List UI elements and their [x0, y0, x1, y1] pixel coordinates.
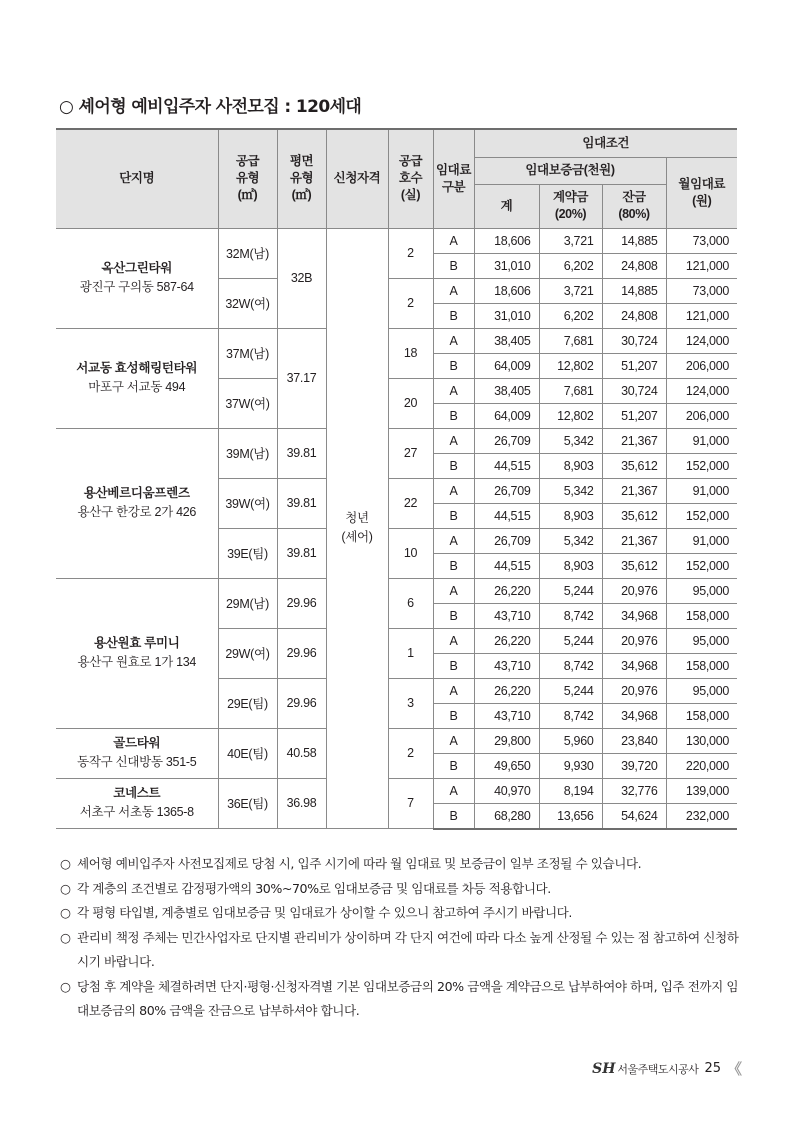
- rent-division-cell: A: [433, 228, 474, 253]
- room-count-cell: 27: [388, 428, 433, 478]
- contract-cell: 12,802: [539, 353, 602, 378]
- rent-division-cell: B: [433, 653, 474, 678]
- balance-cell: 35,612: [602, 503, 666, 528]
- deposit-total-cell: 26,709: [474, 428, 539, 453]
- pyeong-cell: 39.81: [277, 478, 326, 528]
- note-text: 관리비 책정 주체는 민간사업자로 단지별 관리비가 상이하며 각 단지 여건에 따라 다소 높게 산정될 수 있는 점 참고하여 신청하시기 바랍니다.: [77, 929, 739, 969]
- notes-list: [60, 852, 740, 1024]
- pyeong-cell: 39.81: [277, 528, 326, 578]
- monthly-rent-cell: 91,000: [666, 528, 737, 553]
- deposit-total-cell: 29,800: [474, 728, 539, 753]
- monthly-rent-cell: 95,000: [666, 578, 737, 603]
- rent-division-cell: B: [433, 303, 474, 328]
- rent-division-cell: B: [433, 553, 474, 578]
- rent-division-cell: B: [433, 803, 474, 829]
- contract-cell: 12,802: [539, 403, 602, 428]
- supply-type-cell: 37W(여): [218, 378, 277, 428]
- deposit-total-cell: 44,515: [474, 553, 539, 578]
- balance-cell: 20,976: [602, 628, 666, 653]
- complex-cell: 용산원효 루미니 용산구 원효로 1가 134: [56, 578, 218, 728]
- monthly-rent-cell: 73,000: [666, 228, 737, 253]
- supply-type-cell: 29W(여): [218, 628, 277, 678]
- header-rent-conditions: 임대조건: [474, 129, 737, 157]
- note-item: [60, 877, 740, 902]
- balance-cell: 14,885: [602, 278, 666, 303]
- circle-bullet-icon: ○: [60, 929, 71, 945]
- balance-cell: 39,720: [602, 753, 666, 778]
- contract-cell: 8,194: [539, 778, 602, 803]
- pyeong-cell: 29.96: [277, 678, 326, 728]
- complex-cell: 코네스트 서초구 서초동 1365-8: [56, 778, 218, 829]
- room-count-cell: 1: [388, 628, 433, 678]
- balance-cell: 35,612: [602, 453, 666, 478]
- contract-cell: 8,742: [539, 653, 602, 678]
- monthly-rent-cell: 152,000: [666, 503, 737, 528]
- note-text: 각 계층의 조건별로 감정평가액의 30%~70%로 임대보증금 및 임대료를 차등 적용합니다.: [77, 880, 551, 896]
- table-row: [56, 228, 737, 253]
- balance-cell: 21,367: [602, 428, 666, 453]
- header-supply-type: 공급 유형 (㎡): [218, 129, 277, 228]
- rent-division-cell: B: [433, 603, 474, 628]
- rent-division-cell: A: [433, 778, 474, 803]
- contract-cell: 7,681: [539, 378, 602, 403]
- monthly-rent-cell: 95,000: [666, 628, 737, 653]
- note-item: [60, 901, 740, 926]
- table-row: [56, 778, 737, 803]
- header-monthly-rent: 월임대료 (원): [666, 157, 737, 228]
- header-qualification: 신청자격: [326, 129, 388, 228]
- deposit-total-cell: 26,220: [474, 578, 539, 603]
- header-contract: 계약금 (20%): [539, 184, 602, 228]
- deposit-total-cell: 26,709: [474, 528, 539, 553]
- contract-cell: 13,656: [539, 803, 602, 829]
- section-title: ○ 셰어형 예비입주자 사전모집 : 120세대: [59, 97, 362, 117]
- rent-division-cell: A: [433, 328, 474, 353]
- balance-cell: 34,968: [602, 653, 666, 678]
- contract-cell: 8,903: [539, 553, 602, 578]
- note-item: [60, 852, 740, 877]
- table-row: [56, 428, 737, 453]
- deposit-total-cell: 40,970: [474, 778, 539, 803]
- note-item: [60, 975, 740, 1024]
- balance-cell: 34,968: [602, 603, 666, 628]
- circle-bullet-icon: ○: [60, 978, 71, 994]
- balance-cell: 30,724: [602, 378, 666, 403]
- monthly-rent-cell: 124,000: [666, 378, 737, 403]
- supply-type-cell: 39M(남): [218, 428, 277, 478]
- deposit-total-cell: 43,710: [474, 703, 539, 728]
- room-count-cell: 2: [388, 728, 433, 778]
- note-text: 각 평형 타입별, 계층별로 임대보증금 및 임대료가 상이할 수 있으니 참고하여 주시기 바랍니다.: [77, 905, 572, 920]
- deposit-total-cell: 31,010: [474, 253, 539, 278]
- deposit-total-cell: 64,009: [474, 353, 539, 378]
- balance-cell: 54,624: [602, 803, 666, 829]
- rent-division-cell: A: [433, 578, 474, 603]
- rent-division-cell: A: [433, 628, 474, 653]
- page-footer: [592, 1058, 738, 1079]
- supply-type-cell: 29M(남): [218, 578, 277, 628]
- pyeong-cell: 37.17: [277, 328, 326, 428]
- complex-cell: 골드타워 동작구 신대방동 351-5: [56, 728, 218, 778]
- contract-cell: 7,681: [539, 328, 602, 353]
- rent-division-cell: A: [433, 278, 474, 303]
- contract-cell: 8,742: [539, 703, 602, 728]
- contract-cell: 5,244: [539, 678, 602, 703]
- pyeong-cell: 32B: [277, 228, 326, 328]
- monthly-rent-cell: 152,000: [666, 453, 737, 478]
- room-count-cell: 6: [388, 578, 433, 628]
- supply-type-cell: 32W(여): [218, 278, 277, 328]
- note-text: 셰어형 예비입주자 사전모집제로 당첨 시, 입주 시기에 따라 월 임대료 및 보증금이 일부 조정될 수 있습니다.: [77, 856, 642, 871]
- deposit-total-cell: 26,220: [474, 628, 539, 653]
- rent-division-cell: B: [433, 753, 474, 778]
- balance-cell: 30,724: [602, 328, 666, 353]
- deposit-total-cell: 68,280: [474, 803, 539, 829]
- rent-division-cell: A: [433, 728, 474, 753]
- rent-division-cell: A: [433, 528, 474, 553]
- contract-cell: 5,244: [539, 628, 602, 653]
- qualification-cell: 청년 (셰어): [326, 228, 388, 829]
- balance-cell: 51,207: [602, 353, 666, 378]
- monthly-rent-cell: 206,000: [666, 403, 737, 428]
- monthly-rent-cell: 121,000: [666, 253, 737, 278]
- deposit-total-cell: 38,405: [474, 328, 539, 353]
- note-text: 당첨 후 계약을 체결하려면 단지·평형·신청자격별 기본 임대보증금의 20% 금액을 계약금으로 납부하여야 하며, 입주 전까지 임대보증금의 80% 금액을 잔금으로 납부하셔야 합니다.: [77, 978, 739, 1018]
- pyeong-cell: 29.96: [277, 578, 326, 628]
- complex-cell: 옥산그린타워 광진구 구의동 587-64: [56, 228, 218, 328]
- room-count-cell: 22: [388, 478, 433, 528]
- header-deposit: 임대보증금(천원): [474, 157, 666, 184]
- supply-type-cell: 36E(팀): [218, 778, 277, 829]
- supply-type-cell: 29E(팀): [218, 678, 277, 728]
- monthly-rent-cell: 232,000: [666, 803, 737, 829]
- header-rent-division: 임대료 구분: [433, 129, 474, 228]
- supply-type-cell: 39E(팀): [218, 528, 277, 578]
- deposit-total-cell: 26,220: [474, 678, 539, 703]
- deposit-total-cell: 31,010: [474, 303, 539, 328]
- header-pyeong-type: 평면 유형 (㎡): [277, 129, 326, 228]
- pyeong-cell: 39.81: [277, 428, 326, 478]
- balance-cell: 24,808: [602, 303, 666, 328]
- balance-cell: 23,840: [602, 728, 666, 753]
- circle-bullet-icon: ○: [60, 880, 71, 896]
- contract-cell: 5,342: [539, 528, 602, 553]
- monthly-rent-cell: 95,000: [666, 678, 737, 703]
- monthly-rent-cell: 152,000: [666, 553, 737, 578]
- double-chevron-left-icon: 《: [726, 1060, 738, 1078]
- room-count-cell: 18: [388, 328, 433, 378]
- complex-cell: 서교동 효성해링턴타워 마포구 서교동 494: [56, 328, 218, 428]
- contract-cell: 5,342: [539, 428, 602, 453]
- table-row: [56, 578, 737, 603]
- header-total: 계: [474, 184, 539, 228]
- rent-division-cell: B: [433, 703, 474, 728]
- circle-bullet-icon: ○: [60, 905, 71, 920]
- rent-division-cell: A: [433, 678, 474, 703]
- balance-cell: 21,367: [602, 528, 666, 553]
- monthly-rent-cell: 91,000: [666, 478, 737, 503]
- rent-division-cell: A: [433, 478, 474, 503]
- room-count-cell: 2: [388, 278, 433, 328]
- contract-cell: 3,721: [539, 228, 602, 253]
- contract-cell: 3,721: [539, 278, 602, 303]
- page-number: 25: [704, 1061, 721, 1076]
- rent-division-cell: A: [433, 428, 474, 453]
- balance-cell: 35,612: [602, 553, 666, 578]
- deposit-total-cell: 44,515: [474, 503, 539, 528]
- monthly-rent-cell: 139,000: [666, 778, 737, 803]
- deposit-total-cell: 43,710: [474, 603, 539, 628]
- room-count-cell: 7: [388, 778, 433, 829]
- note-item: [60, 926, 740, 975]
- organization-name: 서울주택도시공사: [617, 1062, 699, 1076]
- deposit-total-cell: 43,710: [474, 653, 539, 678]
- balance-cell: 14,885: [602, 228, 666, 253]
- supply-type-cell: 39W(여): [218, 478, 277, 528]
- monthly-rent-cell: 158,000: [666, 703, 737, 728]
- rent-division-cell: A: [433, 378, 474, 403]
- contract-cell: 5,960: [539, 728, 602, 753]
- balance-cell: 32,776: [602, 778, 666, 803]
- balance-cell: 20,976: [602, 678, 666, 703]
- pyeong-cell: 29.96: [277, 628, 326, 678]
- balance-cell: 34,968: [602, 703, 666, 728]
- complex-cell: 용산베르디움프렌즈 용산구 한강로 2가 426: [56, 428, 218, 578]
- balance-cell: 21,367: [602, 478, 666, 503]
- pyeong-cell: 40.58: [277, 728, 326, 778]
- monthly-rent-cell: 124,000: [666, 328, 737, 353]
- header-balance: 잔금 (80%): [602, 184, 666, 228]
- pyeong-cell: 36.98: [277, 778, 326, 829]
- deposit-total-cell: 49,650: [474, 753, 539, 778]
- circle-bullet-icon: ○: [60, 856, 71, 871]
- rent-division-cell: B: [433, 353, 474, 378]
- monthly-rent-cell: 73,000: [666, 278, 737, 303]
- contract-cell: 6,202: [539, 253, 602, 278]
- monthly-rent-cell: 130,000: [666, 728, 737, 753]
- rent-division-cell: B: [433, 453, 474, 478]
- contract-cell: 8,903: [539, 453, 602, 478]
- deposit-total-cell: 18,606: [474, 228, 539, 253]
- contract-cell: 9,930: [539, 753, 602, 778]
- room-count-cell: 3: [388, 678, 433, 728]
- table-row: [56, 328, 737, 353]
- balance-cell: 51,207: [602, 403, 666, 428]
- contract-cell: 5,244: [539, 578, 602, 603]
- rent-division-cell: B: [433, 503, 474, 528]
- supply-type-cell: 37M(남): [218, 328, 277, 378]
- balance-cell: 24,808: [602, 253, 666, 278]
- contract-cell: 8,742: [539, 603, 602, 628]
- balance-cell: 20,976: [602, 578, 666, 603]
- monthly-rent-cell: 220,000: [666, 753, 737, 778]
- monthly-rent-cell: 158,000: [666, 603, 737, 628]
- supply-type-cell: 40E(팀): [218, 728, 277, 778]
- contract-cell: 8,903: [539, 503, 602, 528]
- sh-logo: SH: [592, 1060, 616, 1077]
- deposit-total-cell: 18,606: [474, 278, 539, 303]
- deposit-total-cell: 44,515: [474, 453, 539, 478]
- deposit-total-cell: 26,709: [474, 478, 539, 503]
- header-supply-rooms: 공급 호수 (실): [388, 129, 433, 228]
- rent-division-cell: B: [433, 253, 474, 278]
- rent-division-cell: B: [433, 403, 474, 428]
- monthly-rent-cell: 121,000: [666, 303, 737, 328]
- supply-type-cell: 32M(남): [218, 228, 277, 278]
- table-row: [56, 728, 737, 753]
- monthly-rent-cell: 206,000: [666, 353, 737, 378]
- room-count-cell: 10: [388, 528, 433, 578]
- room-count-cell: 2: [388, 228, 433, 278]
- deposit-total-cell: 64,009: [474, 403, 539, 428]
- contract-cell: 5,342: [539, 478, 602, 503]
- deposit-total-cell: 38,405: [474, 378, 539, 403]
- room-count-cell: 20: [388, 378, 433, 428]
- monthly-rent-cell: 91,000: [666, 428, 737, 453]
- rent-table: [56, 128, 737, 830]
- header-complex: 단지명: [56, 129, 218, 228]
- monthly-rent-cell: 158,000: [666, 653, 737, 678]
- contract-cell: 6,202: [539, 303, 602, 328]
